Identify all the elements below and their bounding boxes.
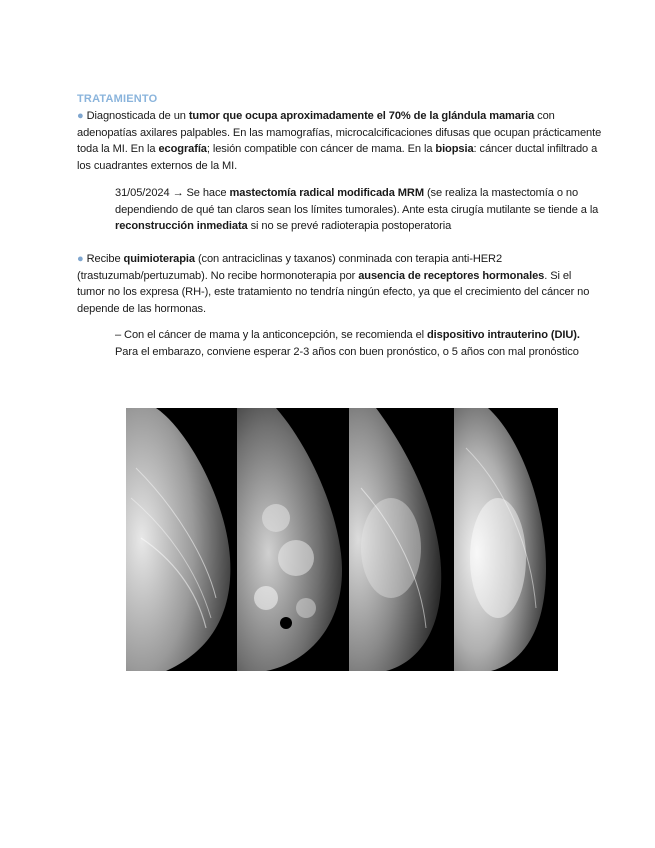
paragraph-surgery [115, 185, 605, 235]
text-run: : cáncer ductal infiltrado a los cuadrantes externos de la MI. [77, 143, 598, 172]
text-run: (con antraciclinas y taxanos) conminada con terapia anti-HER2 (trastuzumab/pertuzumab). No recibe hormonoterapia por [77, 253, 503, 282]
paragraph-chemotherapy [77, 251, 602, 317]
bold-run: quimioterapia [123, 253, 195, 265]
text-run: – Con el cáncer de mama y la anticoncepción, se recomienda el [115, 329, 427, 341]
mammography-figure [126, 408, 558, 671]
bold-run: dispositivo intrauterino (DIU). [427, 329, 580, 341]
text-run: Diagnosticada de un [83, 110, 189, 122]
bold-run: tumor que ocupa aproximadamente el 70% de la glándula mamaria [188, 110, 535, 122]
text-run: con adenopatías axilares palpables. En las mamografías, microcalcificaciones difusas que ocupan prácticamente toda la MI. En la [77, 110, 602, 155]
paragraph-contraception [115, 327, 605, 360]
text-run: . Si el tumor no los expresa (RH-), este tratamiento no tendría ningún efecto, ya que el crecimiento del cáncer no depende de las hormonas. [77, 269, 590, 315]
mammogram-1 [126, 408, 236, 671]
bold-run: mastectomía radical modificada MRM [229, 187, 424, 199]
text-run: si no se prevé radioterapia postoperatoria [247, 220, 452, 232]
text-run: ; lesión compatible con cáncer de mama. En la [206, 143, 436, 155]
bold-run: ecografía [158, 143, 207, 155]
paragraph-diagnosis [77, 108, 602, 174]
section-heading: TRATAMIENTO [77, 93, 158, 105]
text-run: Para el embarazo, conviene esperar 2-3 años con buen pronóstico, o 5 años con mal pronóstico [115, 345, 579, 358]
mammogram-4 [454, 408, 558, 671]
bullet-icon: ● [77, 110, 84, 122]
mammogram-3 [349, 408, 453, 671]
bold-run: ausencia de receptores hormonales [358, 269, 545, 282]
text-run: 31/05/2024 → Se hace [115, 187, 230, 199]
text-run: Recibe [83, 253, 124, 265]
bold-run: reconstrucción inmediata [115, 220, 248, 232]
bullet-icon: ● [77, 253, 84, 265]
bold-run: biopsia [435, 143, 474, 155]
text-run: (se realiza la mastectomía o no dependiendo de qué tan claros sean los límites tumorales). Ante esta cirugía mutilante se tiende a la [115, 187, 599, 216]
mammogram-2 [237, 408, 348, 671]
